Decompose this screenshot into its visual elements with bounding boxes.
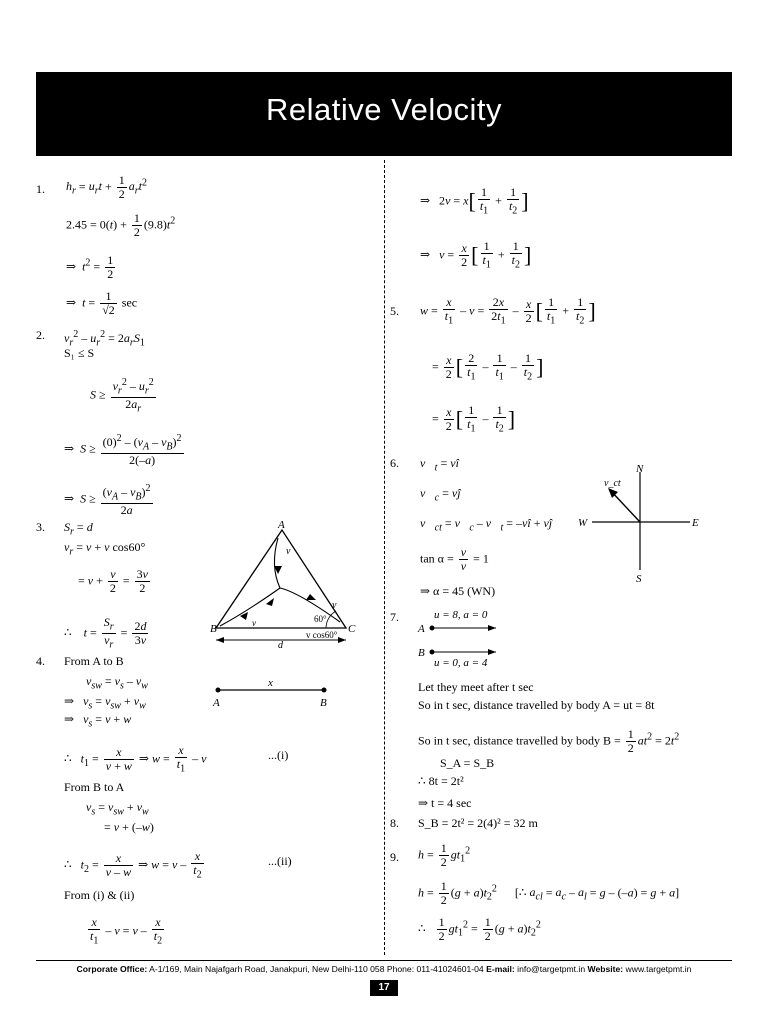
question-number: 1. xyxy=(36,182,45,196)
dimension-arrow xyxy=(216,637,224,643)
equation: $v_{sw} = v_s - v_w$ xyxy=(86,674,148,692)
point-a xyxy=(216,688,221,693)
text: Let they meet after t sec xyxy=(418,680,534,694)
equation: $S_r = d$ xyxy=(64,520,93,538)
vector-label: v_ct xyxy=(604,478,621,489)
equation: ⇒ t = $\frac{1}{√2}$ sec xyxy=(66,289,138,317)
question-number: 8. xyxy=(390,816,399,830)
equation: $v⃗_t$ = vî xyxy=(420,456,459,474)
equation: S_A = S_B xyxy=(440,756,495,770)
equation: ⇒ α = 45 (WN) xyxy=(420,584,496,598)
question-number: 3. xyxy=(36,520,45,534)
motion-diagram xyxy=(416,606,516,670)
text: From B to A xyxy=(64,780,125,794)
question-number: 9. xyxy=(390,850,399,864)
vertex-label: B xyxy=(210,623,217,635)
velocity-label: v xyxy=(286,546,291,557)
equation: $v_s = v_{sw} + v_w$ xyxy=(86,800,149,818)
equation: $\frac{x}{t_1}$ – v = v – $\frac{x}{t_2}$ xyxy=(90,915,163,947)
distance-label: x xyxy=(268,677,273,689)
equation-tag: ...(i) xyxy=(268,748,289,762)
equation: ⇒ S ≥ $\frac{(v_A - v_B)^2}{2a}$ xyxy=(64,483,151,518)
equation: ⇒ v = $\frac{x}{2}$ [ $\frac{1}{t_1}$ + $\frac{1}{t_2}$ ] xyxy=(420,239,532,271)
east-label: E xyxy=(692,517,699,529)
footer-rule xyxy=(36,960,732,961)
equation: $v_r = v + v$ cos60° xyxy=(64,540,146,558)
page-number: 17 xyxy=(370,980,398,996)
equation: w = $\frac{x}{t_1}$ – v = $\frac{2x}{2t_1}$ – $\frac{x}{2}$ [ $\frac{1}{t_1}$ + $\frac{1}{t_2}$ ] xyxy=(420,295,596,327)
arrowhead xyxy=(266,598,274,606)
email-link[interactable]: info@targetpmt.in xyxy=(514,964,588,974)
equation: ∴ $\frac{1}{2}$ $gt_1^2$ = $\frac{1}{2}$ $(g + a)t_2^2$ xyxy=(418,915,541,943)
equation: S_B = 2t² = 2(4)² = 32 m xyxy=(418,816,538,830)
arrowhead xyxy=(488,649,496,655)
angle-label: 60° xyxy=(314,614,327,624)
footer xyxy=(36,964,732,974)
point-label: A xyxy=(213,697,220,709)
velocity-label: v xyxy=(252,618,256,628)
equation: S ≥ $\frac{v_r^2 - u_r^2}{2a_r}$ xyxy=(90,377,154,415)
equation: 2.45 = 0(t) + $\frac{1}{2}$ $(9.8)t^2$ xyxy=(66,211,176,239)
equation: ∴ $t_2$ = $\frac{x}{v - w}$ ⇒ w = v – $\frac{x}{t_2}$ xyxy=(64,849,202,881)
text: So in t sec, distance travelled by body B = $\frac{1}{2}$ $at^2 = 2t^2$ xyxy=(418,727,680,755)
equation: = v + (–w) xyxy=(104,820,154,834)
equation: h = $\frac{1}{2}$ $gt_1^2$ xyxy=(418,841,471,869)
page-title: Relative Velocity xyxy=(266,92,502,127)
body-a-conditions: u = 8, a = 0 xyxy=(434,609,488,621)
question-number: 2. xyxy=(36,328,45,342)
path-left xyxy=(220,588,280,626)
email-label: E-mail: xyxy=(486,964,515,974)
equation: = $\frac{x}{2}$ [ $\frac{2}{t_1}$ – $\frac{1}{t_1}$ – $\frac{1}{t_2}$ ] xyxy=(432,351,544,383)
website-label: Website: xyxy=(587,964,624,974)
website-link[interactable]: www.targetpmt.in xyxy=(623,964,692,974)
equation-tag: ...(ii) xyxy=(268,854,292,868)
path-upper xyxy=(274,538,280,588)
dimension-arrow xyxy=(338,637,346,643)
west-label: W xyxy=(578,517,588,529)
velocity-label: v xyxy=(332,600,337,611)
equation: = $\frac{x}{2}$ [ $\frac{1}{t_1}$ – $\frac{1}{t_2}$ ] xyxy=(432,403,516,435)
arrowhead xyxy=(306,594,316,600)
equation: ⇒ $t^2$ = $\frac{1}{2}$ xyxy=(66,253,114,281)
question-number: 4. xyxy=(36,654,45,668)
column-divider xyxy=(384,160,385,955)
equation: $v⃗_{ct}$ = $v⃗_c$ – $v⃗_t$ = –vî + vĵ xyxy=(420,516,553,534)
vertex-label: C xyxy=(348,623,356,635)
arrowhead xyxy=(488,625,496,631)
equation: = v + $\frac{v}{2}$ = $\frac{3v}{2}$ xyxy=(78,567,148,595)
text: So in t sec, distance travelled by body A = ut = 8t xyxy=(418,698,655,712)
question-number: 5. xyxy=(390,304,399,318)
equation: h = $\frac{1}{2}$ $(g + a)t_2^2$ [∴ $a_{cl} = a_c - a_l = g - (-a) = g + a$] xyxy=(418,879,680,907)
distance-label: d xyxy=(278,640,283,651)
vertex-label: A xyxy=(278,519,285,531)
segment-diagram xyxy=(208,676,338,710)
office-label: Corporate Office: xyxy=(76,964,148,974)
body-b-label: B xyxy=(418,647,425,659)
triangle-diagram xyxy=(200,516,370,652)
text: So in t sec, distance travelled by body B = xyxy=(418,733,621,748)
equation: ⇒ $v_s = v_{sw} + v_w$ xyxy=(64,694,146,712)
equation: ⇒ S ≥ $\frac{(0)^2 - (v_A - v_B)^2}{2(-a)}$ xyxy=(64,433,182,468)
equation: ∴ 8t = 2t² xyxy=(418,774,464,788)
equation: $v_r^2 - u_r^2 = 2a_rS_1$ xyxy=(64,329,145,349)
equation: ∴ $t_1$ = $\frac{x}{v + w}$ ⇒ w = $\frac{x}{t_1}$ – v xyxy=(64,743,207,775)
compass-diagram xyxy=(576,460,706,586)
equation: ⇒ t = 4 sec xyxy=(418,796,472,810)
title-banner xyxy=(36,72,732,156)
equation: tan α = $\frac{v}{v}$ = 1 xyxy=(420,545,489,573)
point-b xyxy=(322,688,327,693)
north-label: N xyxy=(636,463,644,475)
equation: $h_r = u_rt$ + $\frac{1}{2}$ $a_rt^2$ xyxy=(66,173,147,201)
question-number: 7. xyxy=(390,610,399,624)
component-label: v cos60° xyxy=(306,630,338,640)
office-address: A-1/169, Main Najafgarh Road, Janakpuri, New Delhi-110 058 Phone: 011-41024601-04 xyxy=(147,964,487,974)
equation: S₁ ≤ S xyxy=(64,346,95,360)
body-a-label: A xyxy=(418,623,425,635)
equation: ∴ t = $\frac{S_r}{v_r}$ = $\frac{2d}{3v}$ xyxy=(64,615,147,651)
point-label: B xyxy=(320,697,327,709)
question-number: 6. xyxy=(390,456,399,470)
text: From A to B xyxy=(64,654,124,668)
equation: ⇒ $v_s = v + w$ xyxy=(64,712,132,730)
text: From (i) & (ii) xyxy=(64,888,135,902)
body-b-conditions: u = 0, a = 4 xyxy=(434,657,488,669)
equation: $v⃗_c$ = vĵ xyxy=(420,486,461,504)
equation: ⇒ 2v = x[ $\frac{1}{t_1}$ + $\frac{1}{t_2}$ ] xyxy=(420,185,529,217)
south-label: S xyxy=(636,573,642,585)
